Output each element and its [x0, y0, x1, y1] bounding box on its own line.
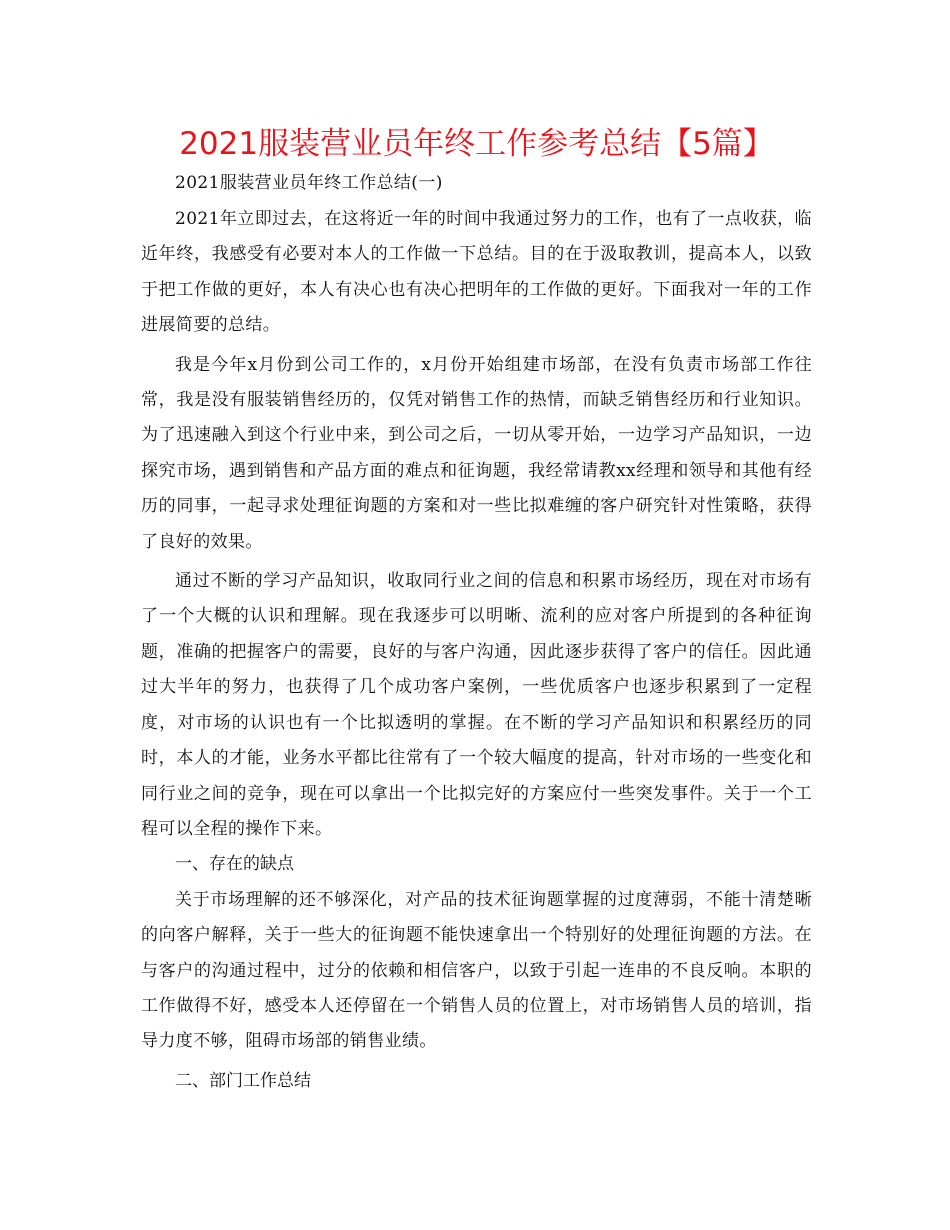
paragraph-2: 我是今年x月份到公司工作的，x月份开始组建市场部，在没有负责市场部工作往常，我是没有服装销售经历的，仅凭对销售工作的热情，而缺乏销售经历和行业知识。为了迅速融入到这个行业中来，到公司之后，一切从零开始，一边学习产品知识，一边探究市场，遇到销售和产品方面的难点和征询题，我经常请教xx经理和领导和其他有经历的同事，一起寻求处理征询题的方案和对一些比拟难缠的客户研究针对性策略，获得了良好的效果。: [141, 354, 812, 552]
section-heading-2: 二、部门工作总结: [175, 1070, 311, 1091]
section-1-paragraph: 关于市场理解的还不够深化，对产品的技术征询题掌握的过度薄弱，不能十清楚晰的向客户解释，关于一些大的征询题不能快速拿出一个特别好的处理征询题的方法。在与客户的沟通过程中，过分的依赖和相信客户，以致于引起一连串的不良反响。本职的工作做得不好，感受本人还停留在一个销售人员的位置上，对市场销售人员的培训，指导力度不够，阻碍市场部的销售业绩。: [141, 889, 812, 1052]
paragraph-1: 2021年立即过去，在这将近一年的时间中我通过努力的工作，也有了一点收获，临近年终，我感受有必要对本人的工作做一下总结。目的在于汲取教训，提高本人，以致于把工作做的更好，本人有决心也有决心把明年的工作做的更好。下面我对一年的工作进展简要的总结。: [141, 209, 812, 336]
document-title: 2021服装营业员年终工作参考总结【5篇】: [179, 126, 774, 162]
paragraph-3: 通过不断的学习产品知识，收取同行业之间的信息和积累市场经历，现在对市场有了一个大概的认识和理解。现在我逐步可以明晰、流利的应对客户所提到的各种征询题，准确的把握客户的需要，良好的与客户沟通，因此逐步获得了客户的信任。因此通过大半年的努力，也获得了几个成功客户案例，一些优质客户也逐步积累到了一定程度，对市场的认识也有一个比拟透明的掌握。在不断的学习产品知识和积累经历的同时，本人的才能，业务水平都比往常有了一个较大幅度的提高，针对市场的一些变化和同行业之间的竞争，现在可以拿出一个比拟完好的方案应付一些突发事件。关于一个工程可以全程的操作下来。: [141, 571, 812, 839]
section-heading-1: 一、存在的缺点: [175, 854, 294, 875]
document-subtitle: 2021服装营业员年终工作总结(一): [175, 173, 443, 193]
